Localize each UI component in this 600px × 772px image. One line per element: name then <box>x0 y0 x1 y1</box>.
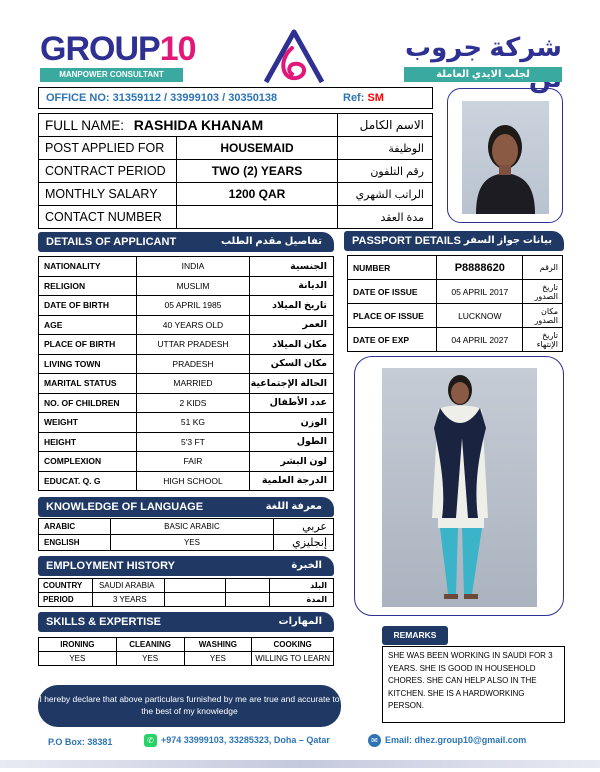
education-arabic: الدرجة العلمية <box>250 471 334 491</box>
remarks-text: SHE WAS BEEN WORKING IN SAUDI FOR 3 YEARS. SHE IS GOOD IN HOUSEHOLD CHORES. SHE CAN HELP ALSO IN THE KITCHEN. SHE IS A HARDWORKING PERSON. <box>382 646 565 723</box>
po-box: P.O Box: 38381 <box>48 737 113 747</box>
remarks-header: REMARKS <box>382 626 448 645</box>
office-label: OFFICE NO: 31359112 / 33999103 / 30350138 <box>46 92 278 104</box>
pob-arabic: مكان الميلاد <box>250 335 334 355</box>
issue-place-value: LUCKNOW <box>437 304 523 328</box>
period-value: 3 YEARS <box>92 593 164 607</box>
salary-value: 1200 QAR <box>177 183 338 206</box>
logo-group-word: GROUP <box>40 30 160 68</box>
email-text[interactable]: Email: dhez.group10@gmail.com <box>385 734 527 745</box>
complexion-label: COMPLEXION <box>39 452 137 472</box>
country-value: SAUDI ARABIA <box>92 579 164 593</box>
skills-table <box>38 637 334 666</box>
english-label: ENGLISH <box>39 535 111 551</box>
skills-title: SKILLS & EXPERTISE <box>46 616 161 628</box>
english-value: YES <box>110 535 273 551</box>
period-arabic: المدة <box>270 593 334 607</box>
employment-title-arabic: الخبرة <box>291 560 322 571</box>
empty-cell <box>226 593 270 607</box>
table-row <box>39 183 433 206</box>
table-row <box>39 652 334 666</box>
expiry-label: DATE OF EXP <box>348 328 437 352</box>
age-label: AGE <box>39 315 137 335</box>
contact-arabic: مدة العقد <box>338 206 433 229</box>
salary-arabic: الراتب الشهري <box>338 183 433 206</box>
living-town-value: PRADESH <box>136 354 249 374</box>
ref-label: Ref: <box>343 92 365 104</box>
issue-place-arabic: مكان الصدور <box>523 304 563 328</box>
reference <box>343 88 384 108</box>
living-town-arabic: مكان السكن <box>250 354 334 374</box>
marital-arabic: الحالة الإجتماعية <box>250 374 334 394</box>
full-name-value: RASHIDA KHANAM <box>133 117 264 133</box>
table-row <box>39 535 334 551</box>
full-body-photo <box>382 368 537 607</box>
table-row <box>39 137 433 160</box>
table-row <box>39 257 334 277</box>
passport-number-value: P8888620 <box>437 256 523 280</box>
dob-arabic: تاريخ الميلاد <box>250 296 334 316</box>
full-name-label: FULL NAME: <box>45 118 125 133</box>
skill-washing-value: YES <box>184 652 252 666</box>
empty-cell <box>164 593 226 607</box>
phone-contact <box>144 734 330 747</box>
skills-section-header <box>38 612 334 632</box>
passport-number-arabic: الرقم <box>523 256 563 280</box>
arabic-value: BASIC ARABIC <box>110 519 273 535</box>
applicant-summary-table <box>38 113 433 229</box>
table-row <box>39 160 433 183</box>
country-arabic: البلد <box>270 579 334 593</box>
table-row <box>348 280 563 304</box>
skill-cooking-header: COOKING <box>252 638 334 652</box>
employment-title: EMPLOYMENT HISTORY <box>46 560 175 572</box>
full-body-photo-frame <box>354 356 564 616</box>
height-label: HEIGHT <box>39 432 137 452</box>
passport-title-arabic: بيانات جواز السفر <box>463 235 552 246</box>
education-value: HIGH SCHOOL <box>136 471 249 491</box>
religion-label: RELIGION <box>39 276 137 296</box>
post-label: POST APPLIED FOR <box>39 137 177 160</box>
whatsapp-icon: ✆ <box>144 734 157 747</box>
issue-date-label: DATE OF ISSUE <box>348 280 437 304</box>
email-contact[interactable] <box>368 734 526 747</box>
table-row <box>39 354 334 374</box>
english-arabic: إنجليزي <box>274 535 334 551</box>
expiry-arabic: تاريخ الإنتهاء <box>523 328 563 352</box>
language-title: KNOWLEDGE OF LANGUAGE <box>46 501 204 513</box>
headshot-photo-frame <box>447 88 563 223</box>
marital-value: MARRIED <box>136 374 249 394</box>
arabic-arabic: عربي <box>274 519 334 535</box>
skill-ironing-value: YES <box>39 652 117 666</box>
details-table <box>38 256 334 491</box>
arabic-label: ARABIC <box>39 519 111 535</box>
skill-ironing-header: IRONING <box>39 638 117 652</box>
contract-arabic: رقم التلفون <box>338 160 433 183</box>
table-row <box>39 393 334 413</box>
pob-value: UTTAR PRADESH <box>136 335 249 355</box>
company-logo-text <box>40 30 196 69</box>
marital-label: MARITAL STATUS <box>39 374 137 394</box>
details-section-header <box>38 232 334 252</box>
logo-tagline: MANPOWER CONSULTANT <box>40 68 183 82</box>
issue-place-label: PLACE OF ISSUE <box>348 304 437 328</box>
table-row <box>39 206 433 229</box>
employment-table <box>38 578 334 607</box>
children-label: NO. OF CHILDREN <box>39 393 137 413</box>
nationality-value: INDIA <box>136 257 249 277</box>
office-numbers <box>38 87 433 109</box>
skill-cleaning-value: YES <box>116 652 184 666</box>
table-row <box>39 296 334 316</box>
logo-arabic-tagline: لجلب الايدي العاملة <box>404 67 562 82</box>
table-row <box>39 114 433 137</box>
details-title-arabic: تفاصيل مقدم الطلب <box>220 236 322 247</box>
skills-title-arabic: المهارات <box>278 616 322 627</box>
age-arabic: العمر <box>250 315 334 335</box>
table-row <box>39 335 334 355</box>
employment-section-header <box>38 556 334 576</box>
skill-cooking-value: WILLING TO LEARN <box>252 652 334 666</box>
table-row <box>348 304 563 328</box>
children-value: 2 KIDS <box>136 393 249 413</box>
dob-value: 05 APRIL 1985 <box>136 296 249 316</box>
expiry-value: 04 APRIL 2027 <box>437 328 523 352</box>
passport-section-header <box>344 231 564 251</box>
children-arabic: عدد الأطفال <box>250 393 334 413</box>
issue-date-arabic: تاريخ الصدور <box>523 280 563 304</box>
religion-value: MUSLIM <box>136 276 249 296</box>
contact-label: CONTACT NUMBER <box>39 206 177 229</box>
age-value: 40 YEARS OLD <box>136 315 249 335</box>
skill-cleaning-header: CLEANING <box>116 638 184 652</box>
full-name-arabic: الاسم الكامل <box>338 114 433 137</box>
passport-number-label: NUMBER <box>348 256 437 280</box>
passport-table <box>347 255 563 352</box>
footer-decoration <box>0 760 600 768</box>
language-section-header <box>38 497 334 517</box>
language-title-arabic: معرفة اللغة <box>265 501 322 512</box>
period-label: PERIOD <box>39 593 93 607</box>
contract-value: TWO (2) YEARS <box>177 160 338 183</box>
ref-value: SM <box>367 92 384 104</box>
company-emblem-icon <box>262 28 326 86</box>
nationality-label: NATIONALITY <box>39 257 137 277</box>
table-row <box>348 328 563 352</box>
weight-value: 51 KG <box>136 413 249 433</box>
language-table <box>38 518 334 551</box>
country-label: COUNTRY <box>39 579 93 593</box>
height-arabic: الطول <box>250 432 334 452</box>
full-name-cell <box>39 114 338 137</box>
table-row <box>39 638 334 652</box>
post-value: HOUSEMAID <box>177 137 338 160</box>
table-row <box>39 276 334 296</box>
table-row <box>39 593 334 607</box>
dob-label: DATE OF BIRTH <box>39 296 137 316</box>
headshot-photo <box>462 101 549 214</box>
issue-date-value: 05 APRIL 2017 <box>437 280 523 304</box>
height-value: 5'3 FT <box>136 432 249 452</box>
details-title: DETAILS OF APPLICANT <box>46 236 177 248</box>
empty-cell <box>226 579 270 593</box>
table-row <box>39 471 334 491</box>
education-label: EDUCAT. Q. G <box>39 471 137 491</box>
post-arabic: الوظيفة <box>338 137 433 160</box>
logo-arabic-name: شركة جروب <box>404 32 562 62</box>
complexion-value: FAIR <box>136 452 249 472</box>
complexion-arabic: لون البشر <box>250 452 334 472</box>
table-row <box>39 432 334 452</box>
table-row <box>39 452 334 472</box>
contract-label: CONTRACT PERIOD <box>39 160 177 183</box>
skill-washing-header: WASHING <box>184 638 252 652</box>
logo-ten-word: 10 <box>159 30 196 68</box>
pob-label: PLACE OF BIRTH <box>39 335 137 355</box>
salary-label: MONTHLY SALARY <box>39 183 177 206</box>
table-row <box>39 413 334 433</box>
nationality-arabic: الجنسية <box>250 257 334 277</box>
table-row <box>39 315 334 335</box>
empty-cell <box>164 579 226 593</box>
contact-value <box>177 206 338 229</box>
living-town-label: LIVING TOWN <box>39 354 137 374</box>
table-row <box>39 374 334 394</box>
table-row <box>39 519 334 535</box>
phone-text: +974 33999103, 33285323, Doha – Qatar <box>161 734 330 745</box>
passport-title: PASSPORT DETAILS <box>352 235 461 247</box>
religion-arabic: الديانة <box>250 276 334 296</box>
weight-label: WEIGHT <box>39 413 137 433</box>
table-row <box>39 579 334 593</box>
email-icon: ✉ <box>368 734 381 747</box>
declaration-banner: I hereby declare that above particulars furnished by me are true and accurate to the best of my knowledge <box>38 685 341 727</box>
table-row <box>348 256 563 280</box>
weight-arabic: الوزن <box>250 413 334 433</box>
